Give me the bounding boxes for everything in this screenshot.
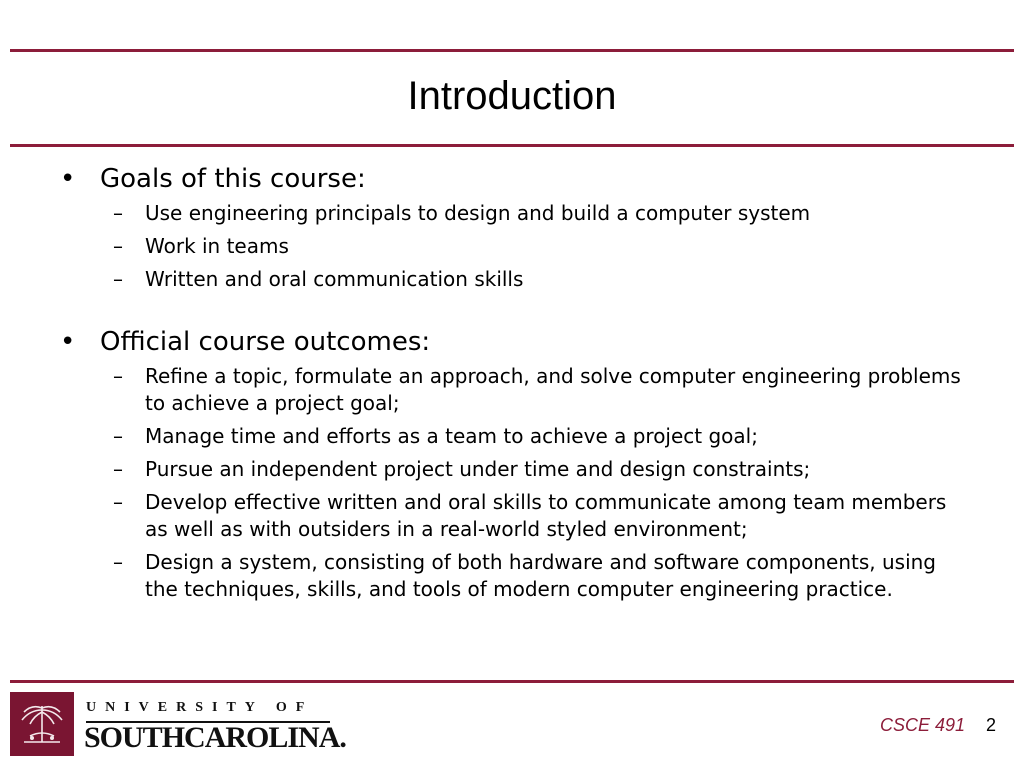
list-item bbox=[0, 200, 1024, 227]
course-code: CSCE 491 bbox=[880, 715, 966, 735]
list-item bbox=[0, 489, 1024, 543]
footer-rule bbox=[10, 680, 1014, 683]
university-label: UNIVERSITY OF bbox=[86, 700, 314, 715]
section-outcomes bbox=[0, 323, 1024, 603]
title-rule bbox=[10, 144, 1014, 147]
dash-icon: – bbox=[113, 424, 123, 448]
list-item-text: Develop effective written and oral skills to communicate among team members as well as with outsiders in a real-world styled environment; bbox=[145, 490, 947, 541]
university-name: SOUTHCAROLINA. bbox=[84, 721, 346, 754]
bullet-row bbox=[0, 160, 1024, 200]
bullet-icon: • bbox=[60, 327, 76, 357]
bullet-row bbox=[0, 323, 1024, 363]
slide-content bbox=[0, 160, 1024, 609]
section-goals bbox=[0, 160, 1024, 293]
sub-list bbox=[0, 363, 1024, 603]
list-item bbox=[0, 423, 1024, 450]
palmetto-seal-icon bbox=[10, 692, 74, 756]
dash-icon: – bbox=[113, 490, 123, 514]
list-item-text: Manage time and efforts as a team to achieve a project goal; bbox=[145, 424, 758, 448]
list-item-text: Refine a topic, formulate an approach, and solve computer engineering problems to achieve a project goal; bbox=[145, 364, 961, 415]
list-item-text: Design a system, consisting of both hardware and software components, using the techniques, skills, and tools of modern computer engineering practice. bbox=[145, 550, 937, 601]
list-item bbox=[0, 456, 1024, 483]
dash-icon: – bbox=[113, 550, 123, 574]
list-item-text: Use engineering principals to design and build a computer system bbox=[145, 201, 811, 225]
list-item-text: Work in teams bbox=[145, 234, 289, 258]
page-number: 2 bbox=[986, 715, 997, 735]
dash-icon: – bbox=[113, 364, 123, 388]
list-item bbox=[0, 549, 1024, 603]
list-item bbox=[0, 266, 1024, 293]
dash-icon: – bbox=[113, 267, 123, 291]
bullet-icon: • bbox=[60, 164, 76, 194]
university-logo bbox=[10, 692, 346, 758]
section-heading: Official course outcomes: bbox=[100, 327, 431, 357]
dash-icon: – bbox=[113, 201, 123, 225]
slide-title: Introduction bbox=[407, 74, 617, 118]
list-item bbox=[0, 363, 1024, 417]
list-item bbox=[0, 233, 1024, 260]
sub-list bbox=[0, 200, 1024, 293]
section-heading: Goals of this course: bbox=[100, 164, 366, 194]
dash-icon: – bbox=[113, 234, 123, 258]
list-item-text: Pursue an independent project under time and design constraints; bbox=[145, 457, 811, 481]
list-item-text: Written and oral communication skills bbox=[145, 267, 524, 291]
dash-icon: – bbox=[113, 457, 123, 481]
top-rule bbox=[10, 49, 1014, 52]
